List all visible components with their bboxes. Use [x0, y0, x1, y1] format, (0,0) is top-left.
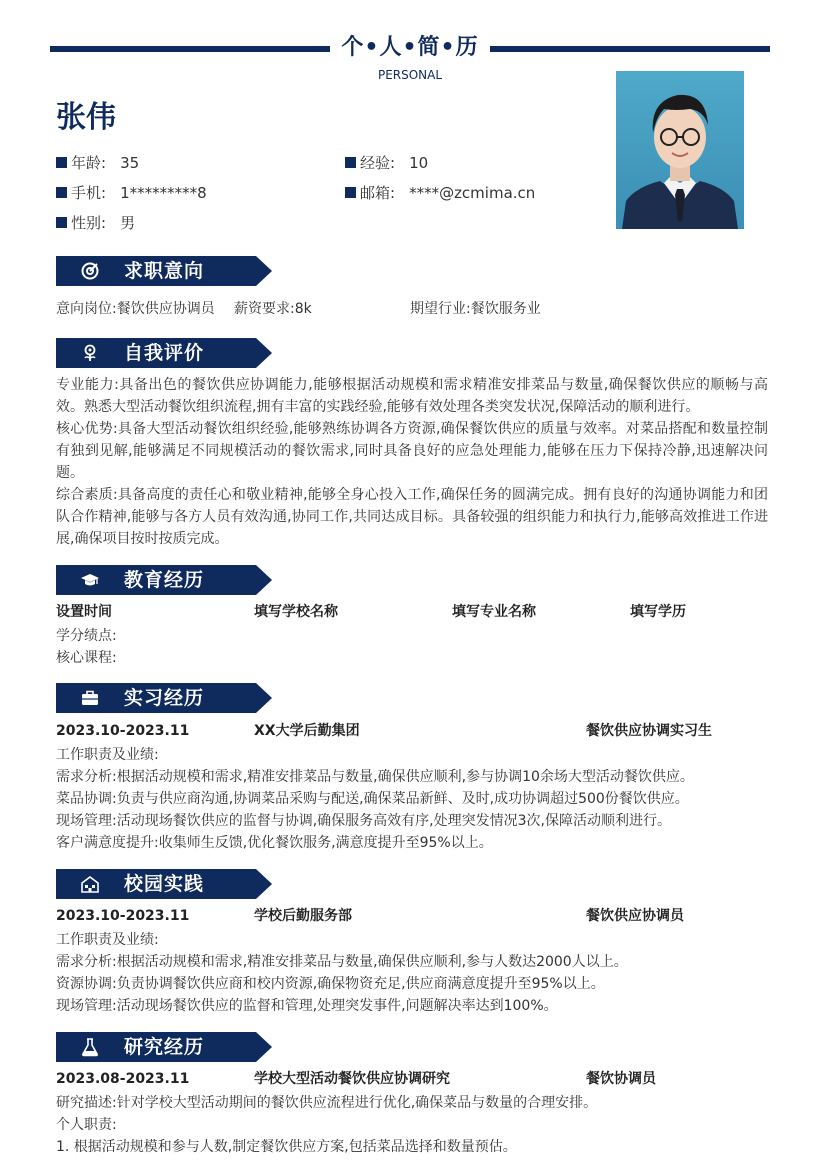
section-header-campus: [56, 869, 272, 899]
intent-row: [56, 298, 768, 320]
education-school: 填写学校名称: [254, 604, 338, 620]
research-role: 餐饮协调员: [586, 1071, 656, 1087]
section-title-research: 研究经历: [124, 1036, 205, 1058]
research-line: 研究描述:针对学校大型活动期间的餐饮供应流程进行优化,确保菜品与数量的合理安排。: [56, 1095, 598, 1111]
phone-label: 手机:: [71, 184, 107, 202]
research-row: [56, 1068, 768, 1090]
research-line: 个人职责:: [56, 1117, 117, 1133]
intent-industry: 期望行业:餐饮服务业: [410, 301, 541, 317]
bullet-square-icon: [56, 157, 67, 168]
research-line: 1. 根据活动规模和参与人数,制定餐饮供应方案,包括菜品选择和数量预估。: [56, 1139, 517, 1155]
bullet-square-icon: [56, 187, 67, 198]
info-gender: [56, 213, 135, 233]
candidate-name: 张伟: [56, 100, 116, 135]
section-title-education: 教育经历: [124, 569, 205, 591]
internship-line: 现场管理:活动现场餐饮供应的监督与协调,确保服务高效有序,处理突发情况3次,保障活动顺利进行。: [56, 813, 671, 829]
flower-icon: [80, 343, 100, 363]
section-header-internship: [56, 683, 272, 713]
campus-line: 工作职责及业绩:: [56, 932, 159, 948]
portrait-image: [616, 71, 744, 229]
education-degree: 填写学历: [630, 604, 686, 620]
campus-line: 需求分析:根据活动规模和需求,精准安排菜品与数量,确保供应顺利,参与人数达2000人以上。: [56, 954, 628, 970]
phone-value: 1*********8: [120, 184, 207, 202]
building-icon: [80, 874, 100, 894]
research-date: 2023.08-2023.11: [56, 1071, 190, 1087]
internship-line: 工作职责及业绩:: [56, 747, 159, 763]
section-header-research: [56, 1032, 272, 1062]
bullet-square-icon: [345, 157, 356, 168]
campus-row: [56, 905, 768, 927]
bullet-square-icon: [345, 187, 356, 198]
self-eval-core-advantage: 核心优势:具备大型活动餐饮组织经验,能够熟练协调各方资源,确保餐饮供应的质量与效率。对菜品搭配和数量控制有独到见解,能够满足不同规模活动的餐饮需求,同时具备良好的应急处理能力,能够在压力下保持冷静,迅速解决问题。: [56, 421, 768, 481]
campus-date: 2023.10-2023.11: [56, 908, 190, 924]
info-email: [345, 183, 535, 203]
resume-title: 个•人•简•历: [341, 35, 479, 60]
campus-org: 学校后勤服务部: [254, 908, 352, 924]
info-age: [56, 153, 139, 173]
gender-value: 男: [120, 214, 136, 232]
education-gpa: 学分绩点:: [56, 628, 117, 644]
section-title-intent: 求职意向: [124, 260, 205, 282]
email-value: ****@zcmima.cn: [409, 184, 536, 202]
campus-line: 资源协调:负责协调餐饮供应商和校内资源,确保物资充足,供应商满意度提升至95%以上。: [56, 976, 605, 992]
education-row: [56, 601, 768, 623]
internship-row: [56, 720, 768, 742]
internship-role: 餐饮供应协调实习生: [586, 723, 712, 739]
email-label: 邮箱:: [360, 184, 396, 202]
bullet-square-icon: [56, 217, 67, 228]
internship-date: 2023.10-2023.11: [56, 723, 190, 739]
info-experience: [345, 153, 428, 173]
education-courses: 核心课程:: [56, 650, 117, 666]
section-header-education: [56, 565, 272, 595]
education-time: 设置时间: [56, 604, 112, 620]
graduation-cap-icon: [80, 570, 100, 590]
age-value: 35: [120, 154, 140, 172]
internship-org: XX大学后勤集团: [254, 723, 360, 739]
target-icon: [80, 261, 100, 281]
self-eval-overall-quality: 综合素质:具备高度的责任心和敬业精神,能够全身心投入工作,确保任务的圆满完成。拥有良好的沟通协调能力和团队合作精神,能够与各方人员有效沟通,协同工作,共同达成目标。具备较强的组织能力和执行力,能够高效推进工作进展,确保项目按时按质完成。: [56, 487, 768, 547]
flask-icon: [80, 1037, 100, 1057]
intent-position: 意向岗位:餐饮供应协调员: [56, 301, 215, 317]
briefcase-icon: [80, 688, 100, 708]
resume-subtitle: PERSONAL: [377, 68, 443, 82]
gender-label: 性别:: [71, 214, 107, 232]
internship-line: 需求分析:根据活动规模和需求,精准安排菜品与数量,确保供应顺利,参与协调10余场大型活动餐饮供应。: [56, 769, 694, 785]
section-header-self-eval: [56, 338, 272, 368]
intent-salary: 薪资要求:8k: [234, 301, 312, 317]
info-phone: [56, 183, 207, 203]
research-topic: 学校大型活动餐饮供应协调研究: [254, 1071, 450, 1087]
age-label: 年龄:: [71, 154, 107, 172]
section-title-campus: 校园实践: [124, 873, 205, 895]
section-title-internship: 实习经历: [124, 687, 205, 709]
campus-role: 餐饮供应协调员: [586, 908, 684, 924]
section-title-self-eval: 自我评价: [124, 342, 205, 364]
campus-line: 现场管理:活动现场餐饮供应的监督和管理,处理突发事件,问题解决率达到100%。: [56, 998, 558, 1014]
experience-value: 10: [409, 154, 429, 172]
section-header-intent: [56, 256, 272, 286]
profile-photo: [616, 71, 744, 229]
internship-line: 菜品协调:负责与供应商沟通,协调菜品采购与配送,确保菜品新鲜、及时,成功协调超过500份餐饮供应。: [56, 791, 689, 807]
internship-line: 客户满意度提升:收集师生反馈,优化餐饮服务,满意度提升至95%以上。: [56, 835, 493, 851]
experience-label: 经验:: [360, 154, 396, 172]
self-eval-professional: 专业能力:具备出色的餐饮供应协调能力,能够根据活动规模和需求精准安排菜品与数量,确保餐饮供应的顺畅与高效。熟悉大型活动餐饮组织流程,拥有丰富的实践经验,能够有效处理各类突发状况,保障活动的顺利进行。: [56, 377, 768, 415]
education-major: 填写专业名称: [452, 604, 536, 620]
